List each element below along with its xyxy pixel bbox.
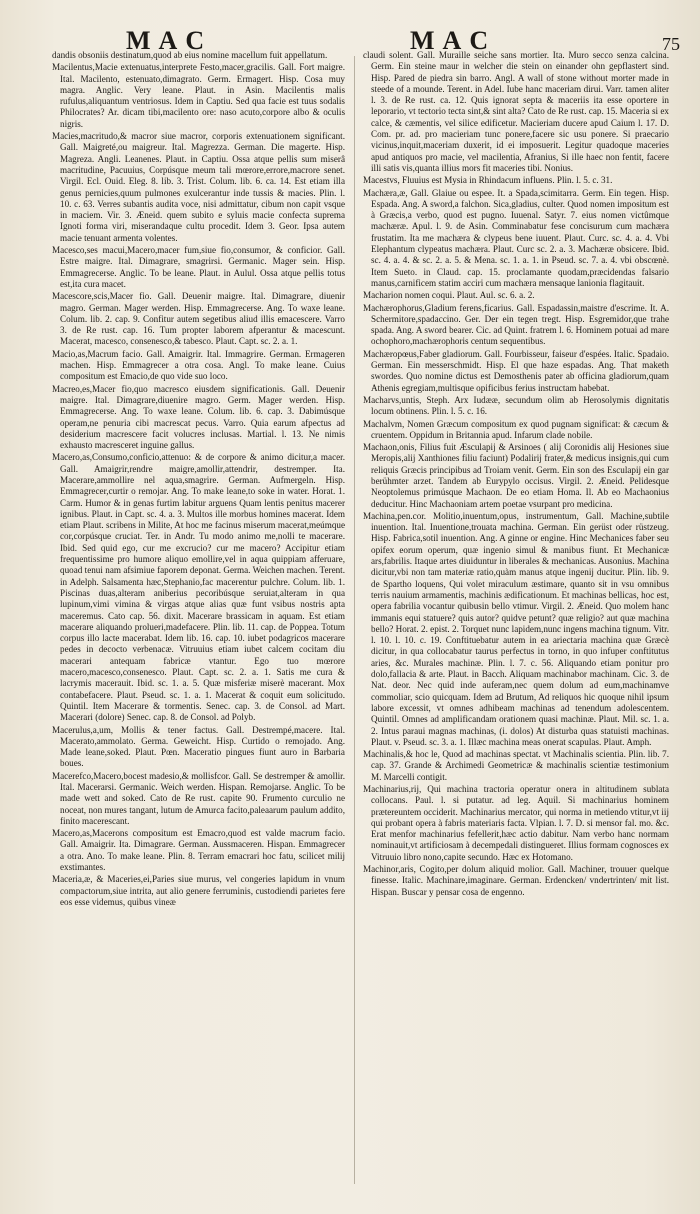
running-head-left: MAC [126, 26, 213, 55]
entry-paragraph: Macreo,es,Macer fio,quo macresco eiusdem significationis. Gall. Deuenir maigre. Ital. Dimagrare,diuenire magro. Germ. Mager werden. Hisp. Emmagrecerse. Ang. To waxe leane. Colum. lib. 6. cap. 3. Dabimúsque operam,ne penuria cibi macrescat pecus. Varro. Quia earum afpectus ad desiderium macrescere facit volucres inclusas. Martial. l. 13. Ne nimis exhausto macresceret inguine gallus. [52, 383, 345, 451]
left-column [52, 50, 345, 1190]
entry-paragraph: Machinor,aris, Cogito,per dolum aliquid molior. Gall. Machiner, trouuer quelque finesse. Italic. Machinare,imaginare. German. Erdencken/ vndertrinten/ mit list. Hispan. Buscar y pensar cosa de engenno. [363, 864, 669, 897]
entry-paragraph: Machinalis,& hoc le, Quod ad machinas spectat. vt Machinalis scientia. Plin. lib. 7. cap. 37. Grande & Archimedi Geometricæ & machinalis scientiæ testimonium M. Marcelli contigit. [363, 749, 669, 782]
entry-paragraph: Macero,as,Consumo,conficio,attenuo: & de corpore & animo dicitur,a macer. Gall. Amaigrir,rendre maigre,amollir,attendrir, destremper. Ita. Macerare,ammollire nel aqua,smagrire. German. Aufmergeln. Hisp. Emmagrecer,curtir o remojar. Ang. To make leane,to soke in water. Horat. 1. Carm. Humor & in genas furtim labitur arguens Quam lentis penitus macerer ignibus. Plaut. in Capt. sc. 4. a. 3. Multos ille morbus homines macerat. Idem etiam Plaut. scribens in Milite, At hoc me facinus miserum macerat,meúmque cor,corpúsque cruciat. Ter. in Andr. Tu modo animo me,nolli te macerare. Ibid. Sed quid ego, cur me excrucio? cur me macero? Accipitur etiam frequentissime pro humore aliquo emollire,vel in aqua quippiam afferuare, quoad tenui nam afsimiue faporem deponat. Germa. Weichen machen. Terent. in Adelph. Salsamenta hæc,Stephanio,fac macerentur pulchre. Colum. lib. 1. Piscinas duas,alteram aniberius pecoribúsque seruiat,alteram in qua lupinum,vimi vimina & virgas atque alias quæ funt vsibus nostris apta maceremus. Cato cap. 56. dixit. Macerare brassicam in aquam. Est etiam macerare aliquando prolueri,madefacere. Plin. lib. 11. cap. de Poppea. Totum corpus illo lacte macerabat. Idem lib. 16. cap. 10. iubet podagricos macerare pedes in decocto verbenacæ. Vitruuius etiam iubet calcem cocitam diu macerari antequam fabricæ vtantur. Ego tuo mœrore macero,macesco,consenesco. Plaut. Capt. sc. 2. a. 1. Satis me cura & lacrymis macerauit. Ibid. sc. 1. a. 5. Quæ misferiæ miserè macerant. Mox contabefacere. Plaut. Pseud. sc. 1. a. 1. Macerat & coquit eum solicitudo. Quintil. Item Macerare & tormentis. Senec. cap. 3. de Consol. ad Mart. Macerari (dolore) Senec. cap. 8. de Consol. ad Polyb. [52, 452, 345, 723]
entry-paragraph: Macescore,scis,Macer fio. Gall. Deuenir maigre. Ital. Dimagrare, diuenir magro. German. Mager werden. Hisp. Emmagrecerse. Ang. To waxe leane. Colum. lib. 2. cap. 9. Confitur autem segetibus aliud illis emacescere. Varro 3. de Re rust. cap. 16. Tum propter laborem afperantur & macescunt. Macerat, macesco, consenesco,& tabesco. Plaut. Capt. sc. 2. a. 1. [52, 291, 345, 347]
entry-paragraph: Macharvs,untis, Steph. Arx Iudææ, secundum olim ab Herosolymis dignitatis locum obtinens. Plin. l. 5. c. 16. [363, 394, 669, 417]
entry-paragraph: Macilentus,Macie extenuatus,interprete Festo,macer,gracilis. Gall. Fort maigre. Ital. Macilento, estenuato,dimagrato. Germ. Ermagert. Hisp. Cosa muy magra. Anglic. Very leane. Plaut. in Asin. Macilentis malis rufulus,aliquantum ventriosus. Idem in Captiu. Sed qua facie est tuus sodalis Philocrates? Ar. dicam tibi,macilento ore: naso acuto,corpore albo & oculis nigris. [52, 62, 345, 129]
running-head-right: MAC [410, 26, 497, 55]
entry-paragraph: Macestvs, Fluuius est Mysia in Rhindacum influens. Plin. l. 5. c. 31. [363, 175, 613, 186]
entry-paragraph: Machina,pen.cor. Molitio,inuentum,opus, instrumentum, Gall. Machine,subtile inuention. Ital. Inuentione,trouata machina. German. Ein gerüst oder rüstzeug. Hisp. Fabrica,sotil inuention. Ang. A ginne or engine. Hinc Mechanices faber seu opifex eorum operum, quæ ingenio simul & manibus fiunt. Et Mechanicæ ars,fabrilis. Itaque artes diuiduntur in liberales & mechanicas. Ausonius. Machina dicitur,vbi non tam materiæ ratio,quàm manus atque ingenij ducitur. Plin. lib. 9. de Spartho loquens, Qui volet miraculum æstimare, quanto sit in vsu omnibus terris nauium armamentis, machinis ædificationum. Et machinas bellicas, hoc est, opera fabrilia vocantur quibusin bello vtimur. Virgil. 2. Æneid. Quo molem hanc immanis equi statuere? quis autor? quidve petunt? quæ religio? aut quæ machina bello? Horat. 2. epist. 2. Torquet nunc lapidem,nunc ingens machina tignum. Vitr. l. 10. l. 10. c. 19. Conftituebatur autem in ea ariectaria machina quæ Græcè dicitur, in qua collocabatur taurus perfectus in torno, in quo infuper conftitutus aries, &c. Murales machinæ. Plin. l. 7. c. 56. Aliquando etiam ponitur pro dolo,fallacia & arte. Plaut. in Bacch. Aliquam machinabor machinam. Cic. 3. de Nat. deor. Nec quid inde auferam,nec quem dolum ad eum,machinamve commoliar, scio quicquam. Idem ad Brutum, Ad reliquos hic quoque nihil ipsum labore excessit, vt omnes adhibeam machinas ad tenendum adolescentem. Quintil. Omnes ad amplificandam orationem quasi machinæ. Plaut. Mil. sc. 1. a. 2. Intus paraui magnas machinas, (i. dolos) At disturba quas statuisti machinas. Plaut. v. Pseud. sc. 3. a. 1. Illæc machina meas onerat scapulas. Plaut. Amph. [363, 510, 669, 747]
entry-paragraph: Macies,macritudo,& macror siue macror, corporis extenuationem significant. Gall. Maigreté,ou maigreur. Ital. Magrezza. German. Die magerte. Hisp. Magreza. Angli. Leanenes. Plaut. in Captiu. Ossa atque pellis sum miserâ macritudine, Pacuuius, Corpúsque meum tali mœrore,errore,macrore senet. Virgil. Ecl. Ouid. Eleg. 8. lib. 3. Trist. Colum. lib. 6. ca. 14. Est etiam illa genus pernicies,quum pulmones exulcerantur inde tussis & macies. Plin. l. 10. c. 63. Verres subantis audita voce, nisi admittatur, cibum non capit vsque in maciem. Vir. 3. Æneid. quem subito e syluis macie confecta suprema Ignoti forma viri, miserandaque cultu procedit. Idem 3. Geor. Ipsa autem macie tenuant armenta volentes. [52, 131, 345, 243]
entry-paragraph: Machæra,æ, Gall. Glaiue ou espee. It. a Spada,scimitarra. Germ. Ein tegen. Hisp. Espada. Ang. A sword,a falchon. Sica,gladius, culter. Quod nomen impositum est à Græcis,a verbo, quod est pugno. Iuuenal. Satyr. 7. eius nomen victûmque machæræ. Apul. l. 9. de Asin. Comminabatur fese concisurum cum machæra frustatim. Ita me machæra & clypeus bene iuuent. Plaut. Curc. sc. 4. a. 4. Vbi Elephantum clypeatus machæra. Plaut. Curc sc. 2. a. 3. Machæræ obsicere. Ibid. sc. 4. a. 4. & sc. 2. a. 5. & Mena. sc. 1. a. 1. in Pseud. sc. 7. a. 4. vbi obscœnè. Item Sueto. in Claud. cap. 15. proclamante quodam,præcidendas falsario manus,carnificem statim acciri cum machæra mensaque lanionia flagitauit. [363, 187, 669, 288]
entry-paragraph: Macerulus,a,um, Mollis & tener factus. Gall. Destrempé,macere. Ital. Macerato,ammolato. Germa. Geweicht. Hisp. Curtido o remojado. Ang. Made leane,soked. Plaut. Pœn. Maceratio pingues fiunt auro in Barbaria boues. [52, 724, 345, 769]
entry-paragraph: Machalvm, Nomen Græcum compositum ex quod pugnam significat: & cæcum & cruentem. Oppidum in Britannia apud. Infarum clade nobile. [363, 418, 669, 440]
entry-paragraph: Macerefco,Macero,bocest madesio,& mollisfcor. Gall. Se destremper & amollir. Ital. Macerarsi. Germanic. Weich werden. Hispan. Remojarse. Anglic. To be made wett and soked. Cato de Re rust. capite 90. Frumento curculio ne noceat, non mures tangant, lutum de Amurca facito,paleaarum paulum addito, finito macerescant. [52, 770, 345, 826]
entry-paragraph: Maceria,æ, & Maceries,ei,Paries siue murus, vel congeries lapidum in vnum compactorum,siue intrita, aut alio genere ferruminis, custodiendi parietes fere eos esse videmus, quibus vineæ [52, 874, 345, 907]
entry-paragraph: Machaon,onis, Filius fuit Æsculapij & Arsinoes ( alij Coronidis alij Hesiones siue Meropis,alij Xanthiones filiu faciunt) Podalirij frater,& medicus insignis,qui cum reliquis Græcis principibus ad Troiam venit. Germ. Ein son des Esculapij ein gar berühmter arzet. Tandem ab Eurypylo occisus. Virgil. 2. Æneid. Pelidesque Neoptolemus primúsque Machaon. De eo etiam Homa. Il. Ab eo Machaonius deducitur. Hinc Machaoniam artem poetae vsurpant pro medicina. [363, 442, 669, 509]
entry-paragraph: Machæropœus,Faber gladiorum. Gall. Fourbisseur, faiseur d'espées. Italic. Spadaio. German. Ein messerschmidt. Hisp. El que haze espadas. Ang. That maketh swordes. Quo nomine dictus est Demosthenis pater ab officina gladiorum,quam Athenis egregiam,multisque opificibus ferius instructam habebat. [363, 348, 669, 393]
page-number: 75 [662, 34, 680, 54]
column-divider [354, 56, 355, 1184]
entry-paragraph: Macero,as,Macerons compositum est Emacro,quod est valde macrum facio. Gall. Amaigrir. Ita. Dimagrare. German. Aussmaceren. Hispan. Emmagrecer a otra. Ano. To make leane. Plin. 8. Terram emacrari hoc fatu, scilicet milij exstimantes. [52, 828, 345, 873]
entry-paragraph: dandis obsoniis destinatum,quod ab eius nomine macellum fuit appellatum. [52, 50, 328, 60]
right-column [363, 50, 669, 1190]
entry-paragraph: Machærophorus,Gladium ferens,ficarius. Gall. Espadassin,maistre d'escrime. It. A. Schermitore,spadaccino. Ger. Der ein tegen tregt. Hisp. Esgremidor,que trahe spada. Ang. A sword bearer. Cic. ad Quint. fratrem l. 6. Hominem potuai ad mare ochophoro,machærophoris centum sequentibus. [363, 302, 669, 347]
entry-paragraph: Machinarius,rij, Qui machina tractoria operatur onera in altitudinem sublata collocans. Paul. l. si putatur. ad leg. Aquil. Si machinarius hominem prætereuntem occiderit. Machinarius mercator, qui norma in metiendo vtitur,vt iij qui probant opera à fabris materiaris facta. Vlpian. l. 7. D. si mensor fal. mo. &c. Erat menfor machinarius fefellerit,hæc actio dabitur. Nam verbo hanc normam nominauit,vt artificiosam à decempedali distingueret. Illius formam cognosces ex Vitruuio libro nono,capite secundo. Hæc ex Hotomano. [363, 784, 669, 862]
entry-paragraph: Macio,as,Macrum facio. Gall. Amaigrir. Ital. Immagrire. German. Ermageren machen. Hisp. Emmagrecer a otra cosa. Angl. To make leane. Cuius compositum est Emacio,de quo vide suo loco. [52, 348, 345, 382]
entry-paragraph: Macharion nomen coqui. Plaut. Aul. sc. 6. a. 2. [363, 290, 535, 301]
entry-paragraph: Macesco,ses macui,Macero,macer fum,siue fio,consumor, & conficior. Gall. Estre maigre. Ital. Dimagrare, smagrirsi. Germanic. Mager sein. Hisp. Emmagrecerse. Anglic. To be leane. Plaut. in Aulul. Ossa atque pellis totus est,ita cura macet. [52, 245, 345, 289]
entry-paragraph: claudi solent. Gall. Muraille seiche sans mortier. Ita. Muro secco senza calcina. Germ. Ein steine maur in welcher die stein on einander ohn gepflastert sind. Hisp. Pared de piedra sin barro. Angl. A wall of stone without morter made in steede of a mounde. Terent. in Adel. Iube hanc maceriam dirui. Varr. tamen aliter l. 3. de Re rust. ca. 12. Quis ignorat septa & maceriis ita esse oportere in leporario, vt tectorio tecta sint,& sint alta? Cato de Re rust. cap. 15. Maceria si ex calce, & cæmentis, vel silice edificetur. Macieriam ducere apud Caium l. 17. D. Com. pr. ad. pro macieriam tunc ponere,facere sic usu ponere. Si praecario vicinus,inquit,maceriam duxerit, id ei imposuerit. Legitur quadoque maceries apud antiquos pro macie, vel macilentia, Afranius, Si ille haec non fentit, facere illi satis vis,quanta illius mors fit maceries tibi. Nonius. [363, 50, 669, 173]
